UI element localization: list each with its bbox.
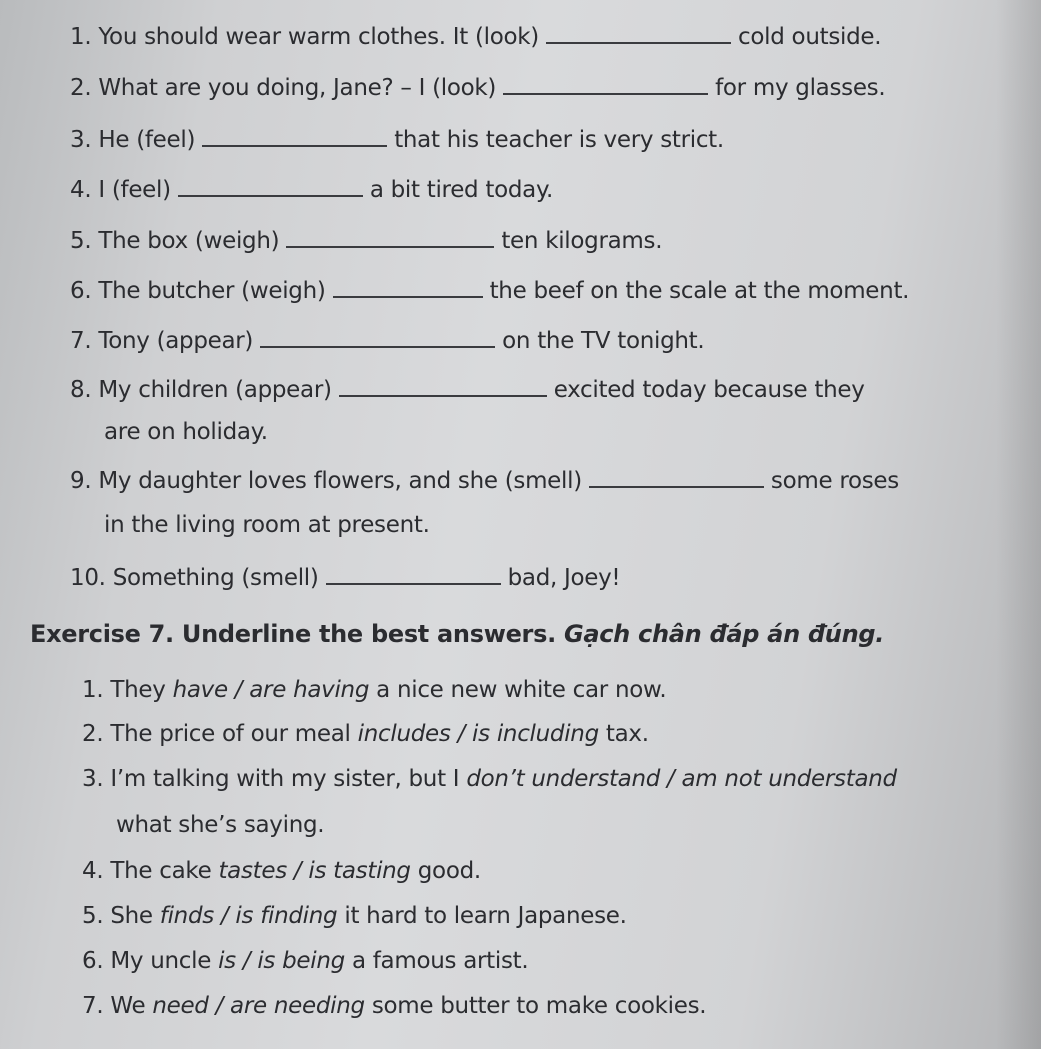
ex6-item-9-text: 9. My daughter loves flowers, and she (smell) (70, 468, 582, 494)
ex6-item-7-rest: on the TV tonight. (502, 328, 705, 354)
ex7-item-7-post: some butter to make cookies. (364, 993, 707, 1019)
ex6-item-3 (70, 125, 724, 153)
ex6-item-3-rest: that his teacher is very strict. (394, 127, 724, 153)
ex7-item-5-options[interactable]: finds / is finding (159, 903, 338, 929)
ex6-item-7-text: 7. Tony (appear) (70, 328, 254, 354)
ex7-item-6 (82, 948, 528, 974)
ex6-item-9 (70, 466, 899, 494)
ex7-item-5 (82, 903, 627, 929)
ex6-item-6-text: 6. The butcher (weigh) (70, 278, 326, 304)
ex6-item-2 (70, 73, 885, 101)
ex7-item-5-post: it hard to learn Japanese. (337, 903, 627, 929)
ex7-item-5-pre: 5. She (82, 903, 160, 929)
answer-blank[interactable] (202, 125, 387, 147)
answer-blank[interactable] (339, 375, 547, 397)
ex7-item-2-pre: 2. The price of our meal (82, 721, 358, 747)
answer-blank[interactable] (503, 73, 708, 95)
ex6-item-10-text: 10. Something (smell) (70, 565, 319, 591)
page-edge-shadow (996, 0, 1041, 1049)
ex7-item-1 (82, 677, 666, 703)
ex6-item-3-text: 3. He (feel) (70, 127, 196, 153)
ex7-item-4 (82, 858, 481, 884)
answer-blank[interactable] (286, 226, 494, 248)
ex6-item-2-text: 2. What are you doing, Jane? – I (look) (70, 75, 497, 101)
ex7-item-6-pre: 6. My uncle (82, 948, 219, 974)
answer-blank[interactable] (546, 22, 731, 44)
ex6-item-4 (70, 175, 553, 203)
ex6-item-1-rest: cold outside. (738, 24, 882, 50)
ex7-item-7-pre: 7. We (82, 993, 153, 1019)
ex7-item-3-continuation: what she’s saying. (116, 812, 325, 838)
ex7-item-4-options[interactable]: tastes / is tasting (218, 858, 411, 884)
ex6-item-9-continuation: in the living room at present. (104, 512, 430, 538)
ex6-item-5-rest: ten kilograms. (501, 228, 663, 254)
ex6-item-1-text: 1. You should wear warm clothes. It (look) (70, 24, 539, 50)
ex7-item-1-pre: 1. They (82, 677, 173, 703)
answer-blank[interactable] (326, 563, 501, 585)
ex6-item-10-rest: bad, Joey! (507, 565, 621, 591)
ex6-item-5-text: 5. The box (weigh) (70, 228, 280, 254)
ex6-item-1 (70, 22, 881, 50)
ex6-item-4-text: 4. I (feel) (70, 177, 171, 203)
ex6-item-6 (70, 276, 909, 304)
answer-blank[interactable] (178, 175, 363, 197)
ex6-item-10 (70, 563, 620, 591)
ex7-item-6-options[interactable]: is / is being (218, 948, 345, 974)
ex6-item-2-rest: for my glasses. (715, 75, 886, 101)
ex6-item-8-text: 8. My children (appear) (70, 377, 332, 403)
ex7-item-2 (82, 721, 649, 747)
exercise-7-title-vi: Gạch chân đáp án đúng. (563, 620, 885, 648)
ex7-item-3 (82, 766, 897, 792)
ex6-item-9-rest: some roses (770, 468, 899, 494)
ex6-item-4-rest: a bit tired today. (369, 177, 553, 203)
ex6-item-8-continuation: are on holiday. (104, 419, 268, 445)
ex6-item-8-rest: excited today because they (553, 377, 865, 403)
ex7-item-4-post: good. (410, 858, 481, 884)
ex7-item-1-post: a nice new white car now. (369, 677, 667, 703)
ex7-item-2-options[interactable]: includes / is including (357, 721, 599, 747)
answer-blank[interactable] (589, 466, 764, 488)
ex7-item-7 (82, 993, 706, 1019)
ex7-item-3-options[interactable]: don’t understand / am not understand (466, 766, 897, 792)
ex6-item-6-rest: the beef on the scale at the moment. (489, 278, 910, 304)
ex6-item-8 (70, 375, 865, 403)
ex6-item-7 (70, 326, 704, 354)
answer-blank[interactable] (260, 326, 495, 348)
ex7-item-2-post: tax. (598, 721, 649, 747)
ex7-item-7-options[interactable]: need / are needing (152, 993, 365, 1019)
exercise-7-title (30, 620, 884, 648)
exercise-7-title-en: Exercise 7. Underline the best answers. (30, 620, 556, 648)
ex7-item-6-post: a famous artist. (344, 948, 529, 974)
ex6-item-5 (70, 226, 662, 254)
ex7-item-1-options[interactable]: have / are having (172, 677, 370, 703)
answer-blank[interactable] (333, 276, 483, 298)
ex7-item-3-pre: 3. I’m talking with my sister, but I (82, 766, 467, 792)
ex7-item-4-pre: 4. The cake (82, 858, 219, 884)
